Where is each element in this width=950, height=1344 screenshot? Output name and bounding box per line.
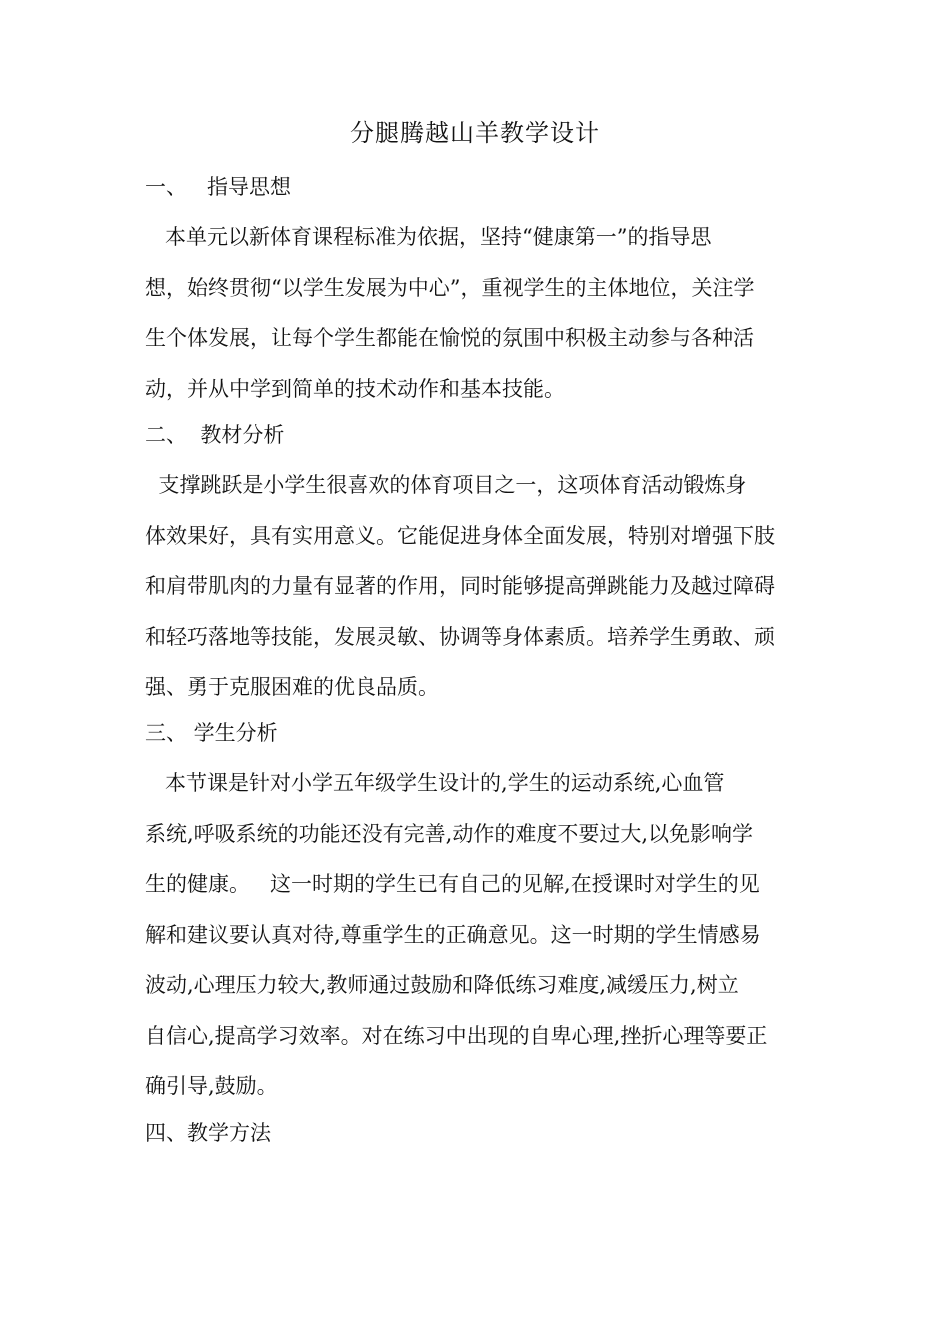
document-title: 分腿腾越山羊教学设计 [350,119,600,147]
paragraph-line: 支撑跳跃是小学生很喜欢的体育项目之一，这项体育活动锻炼身 [145,473,747,497]
paragraph-line: 本节课是针对小学五年级学生设计的,学生的运动系统,心血管 [145,771,725,795]
section-paragraph-1 [145,212,805,414]
paragraph-line: 动，并从中学到简单的技术动作和基本技能。 [145,376,565,401]
section-heading-3: 三、 学生分析 [145,721,278,745]
paragraph-line: 和轻巧落地等技能，发展灵敏、协调等身体素质。培养学生勇敢、顽 [145,624,775,649]
paragraph-line: 想，始终贯彻“以学生发展为中心”，重视学生的主体地位，关注学 [145,275,755,300]
paragraph-line: 解和建议要认真对待,尊重学生的正确意见。这一时期的学生情感易 [145,922,761,947]
section-heading-1: 一、 指导思想 [145,175,292,199]
paragraph-line: 自信心,提高学习效率。对在练习中出现的自卑心理,挫折心理等要正 [145,1023,768,1048]
paragraph-line: 确引导,鼓励。 [145,1074,278,1098]
paragraph-line: 体效果好，具有实用意义。它能促进身体全面发展，特别对增强下肢 [145,523,775,548]
paragraph-line: 和肩带肌肉的力量有显著的作用，同时能够提高弹跳能力及越过障碍 [145,574,775,598]
paragraph-line: 系统,呼吸系统的功能还没有完善,动作的难度不要过大,以免影响学 [145,821,754,846]
section-heading-4: 四、教学方法 [145,1121,271,1145]
paragraph-line: 本单元以新体育课程标准为依据，坚持“健康第一”的指导思 [145,225,712,249]
paragraph-line: 强、勇于克服困难的优良品质。 [145,675,439,699]
section-heading-2: 二、 教材分析 [145,423,285,447]
paragraph-line: 生的健康。 这一时期的学生已有自己的见解,在授课时对学生的见 [145,872,760,896]
paragraph-line: 生个体发展，让每个学生都能在愉悦的氛围中积极主动参与各种活 [145,326,754,350]
section-paragraph-3 [145,758,805,1112]
section-paragraph-2 [145,460,805,713]
paragraph-line: 波动,心理压力较大,教师通过鼓励和降低练习难度,减缓压力,树立 [145,973,739,997]
